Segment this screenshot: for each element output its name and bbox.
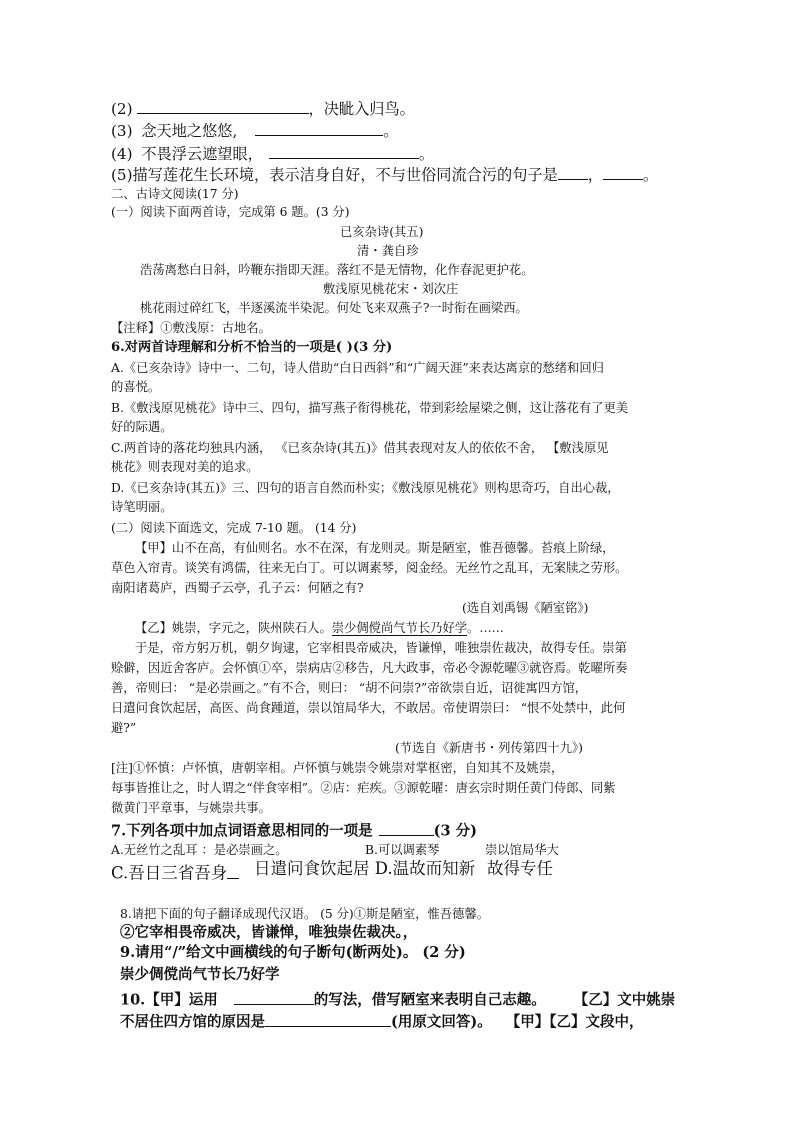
passage-source: (节选自《新唐书・列传第四十九》) (395, 741, 583, 755)
poem-text: 浩荡离愁白日斜，吟鞭东指即天涯。落红不是无情物，化作春泥更护花。 (140, 263, 534, 277)
answer-blank[interactable] (379, 820, 434, 836)
answer-blank[interactable] (137, 98, 309, 114)
line-text: 不畏浮云遮望眼， (141, 145, 263, 164)
option-d-cont: 诗笔明丽。 (111, 500, 173, 514)
passage-note: 每事皆推让之，时人谓之“伴食宰相”。②店：疟疾。③源乾曜：唐玄宗时期任黄门侍郎、同紫 (111, 781, 616, 795)
option-a: A.《已亥杂诗》诗中一、二句，诗人借助“白日西斜”和“广阔天涯”来表达离京的愁绪和回归 (111, 361, 604, 375)
passage-yi: 赊僻，因近舍客庐。会怀慎①卒，崇病店②移告，凡大政事，帝必令源乾曜③就咨焉。乾曜所奏 (111, 661, 628, 675)
underline-mark (227, 861, 239, 879)
passage-note: [注]①怀慎：卢怀慎，唐朝宰相。卢怀慎与姚崇令姚崇对掌枢密，自知其不及姚崇， (111, 761, 564, 775)
passage-note: 微黄门平章事，与姚崇共事。 (111, 801, 271, 815)
answer-blank[interactable] (265, 1011, 391, 1027)
item-number: (3) (111, 122, 133, 141)
passage-yi: 日遣问食饮起居，高医、尚食踵道，崇以馆局华大，不敢居。帝使谓崇曰： “恨不处禁中，此何 (111, 701, 626, 715)
blank-line-2 (111, 98, 415, 117)
option-d: D.《已亥杂诗(其五)》三、四句的语言自然而朴实；《敷浅原见桃花》则构思奇巧，自出心裁， (111, 481, 620, 495)
passage-jia: 南阳诸葛庐，西蜀子云亭，孔子云：何陋之有? (111, 581, 364, 595)
line-text: ，决眦入归鸟。 (308, 100, 415, 119)
option-a-cont: 的喜悦。 (111, 380, 161, 394)
blank-line-3 (111, 120, 398, 139)
option-b-pair: 崇以馆局华大 (485, 843, 559, 857)
line-text-end: 。 (642, 166, 659, 185)
underlined-sentence: 崇少倜傥尚气节长乃好学 (331, 621, 468, 635)
poem-title: 敷浅原见桃花宋・刘次庄 (323, 282, 459, 296)
question-8-item: ②它宰相畏帝威决，皆谦惮，唯独崇佐裁决。， (120, 924, 418, 941)
question-8-stem: 8.请把下面的句子翻译成现代汉语。 (5 分)①斯是陋室，惟吾德馨。 (120, 907, 489, 921)
passage-yi: 避?” (111, 721, 137, 735)
section-heading: 二、古诗文阅读(17 分) (111, 187, 239, 201)
poem-title: 已亥杂诗(其五) (340, 225, 424, 239)
answer-blank[interactable] (234, 989, 314, 1005)
option-a: A.无丝竹之乱耳 ：是必崇画之。 (111, 843, 288, 857)
question-text: 不居住四方馆的原因是 (120, 1013, 265, 1031)
passage-yi: 于是，帝方躬万机，朝夕询逮，它宰相畏帝威决，皆谦惮，唯独崇佐裁决，故得专任。崇第 (135, 641, 627, 655)
option-d-pair: 故得专任 (487, 859, 553, 878)
question-text: 【乙】文中姚崇 (573, 991, 676, 1009)
question-score: (3 分) (433, 822, 477, 840)
line-text-end: 。 (418, 145, 435, 164)
question-text: 【甲】【乙】文段中， (505, 1013, 644, 1031)
blank-line-4 (111, 143, 434, 162)
passage-text: 【乙】姚崇，字元之，陕州陕石人。 (135, 621, 332, 635)
question-text: 的写法，借写陋室来表明自己志趣。 (313, 991, 546, 1009)
answer-blank[interactable] (269, 143, 419, 159)
part-intro: (一）阅读下面两首诗，完成第 6 题。(3 分) (111, 205, 350, 219)
question-9-stem: 9.请用“/”给文中画横线的句子断句(断两处)。 (2 分) (120, 944, 466, 961)
answer-blank[interactable] (603, 164, 643, 180)
line-text-end: 。 (383, 122, 399, 141)
passage-yi (135, 622, 504, 634)
option-c (111, 861, 239, 882)
passage-jia: 【甲】山不在高，有仙则名。水不在深，有龙则灵。斯是陋室，惟吾德馨。苔痕上阶绿， (135, 541, 615, 555)
option-c-cont: 桃花》则表现对美的追求。 (111, 460, 259, 474)
question-9-text: 崇少倜傥尚气节长乃好学 (120, 966, 280, 983)
option-b-cont: 好的际遇。 (111, 420, 173, 434)
passage-text: 。…… (467, 621, 504, 635)
option-text: C.吾日三省吾身 (111, 863, 228, 883)
poem-author: 清・龚自珍 (357, 244, 419, 258)
question-text: 10.【甲】运用 (120, 991, 218, 1009)
passage-jia: 草色入帘青。谈笑有鸿儒，往来无白丁。可以调素琴，阅金经。无丝竹之乱耳，无案牍之劳形。 (111, 561, 628, 575)
question-text: 7.下列各项中加点词语意思相同的一项是 (111, 822, 373, 840)
question-10-line2 (120, 1011, 643, 1030)
question-text: (用原文回答)。 (391, 1013, 492, 1031)
comma: ， (587, 166, 603, 185)
part-intro: (二）阅读下面选文，完成 7-10 题。 (14 分) (111, 521, 357, 535)
option-c: C.两首诗的落花均独具内涵， 《已亥杂诗(其五)》借其表现对友人的依依不舍， 【敷浅原见 (111, 441, 609, 455)
item-number: (2) (111, 100, 133, 119)
passage-source: (选自刘禹锡《陋室铭》) (462, 601, 589, 615)
option-c-pair: 日遣问食饮起居 D.温故而知新 (254, 859, 476, 878)
question-7-stem (111, 820, 477, 839)
line-text: 念天地之悠悠, (141, 122, 238, 141)
poem-note: 【注释】①敷浅原：古地名。 (111, 321, 271, 335)
question-10-line1 (120, 989, 675, 1008)
answer-blank[interactable] (255, 120, 383, 136)
item-number: (4) (111, 145, 133, 164)
option-b: B.《敷浅原见桃花》诗中三、四句，描写燕子衔得桃花，带到彩绘屋梁之侧，这让落花有了更美 (111, 401, 629, 415)
poem-text: 桃花雨过碎红飞，半逐溪流半染泥。何处飞来双燕子?一时衔在画梁西。 (140, 301, 528, 315)
passage-yi: 善，帝则曰： “是必崇画之。”有不合，则曰： “胡不问崇?”帝欲崇自近，诏徙寓四方馆， (111, 681, 588, 695)
line-text: 描写莲花生长环境，表示洁身自好，不与世俗同流合污的句子是 (132, 166, 558, 185)
question-6-stem: 6.对两首诗理解和分析不恰当的一项是( )(3 分) (111, 340, 393, 355)
answer-blank[interactable] (558, 164, 588, 180)
option-b: B.可以调素琴 (365, 843, 440, 857)
blank-line-5 (111, 164, 658, 183)
item-number: (5) (111, 166, 133, 185)
